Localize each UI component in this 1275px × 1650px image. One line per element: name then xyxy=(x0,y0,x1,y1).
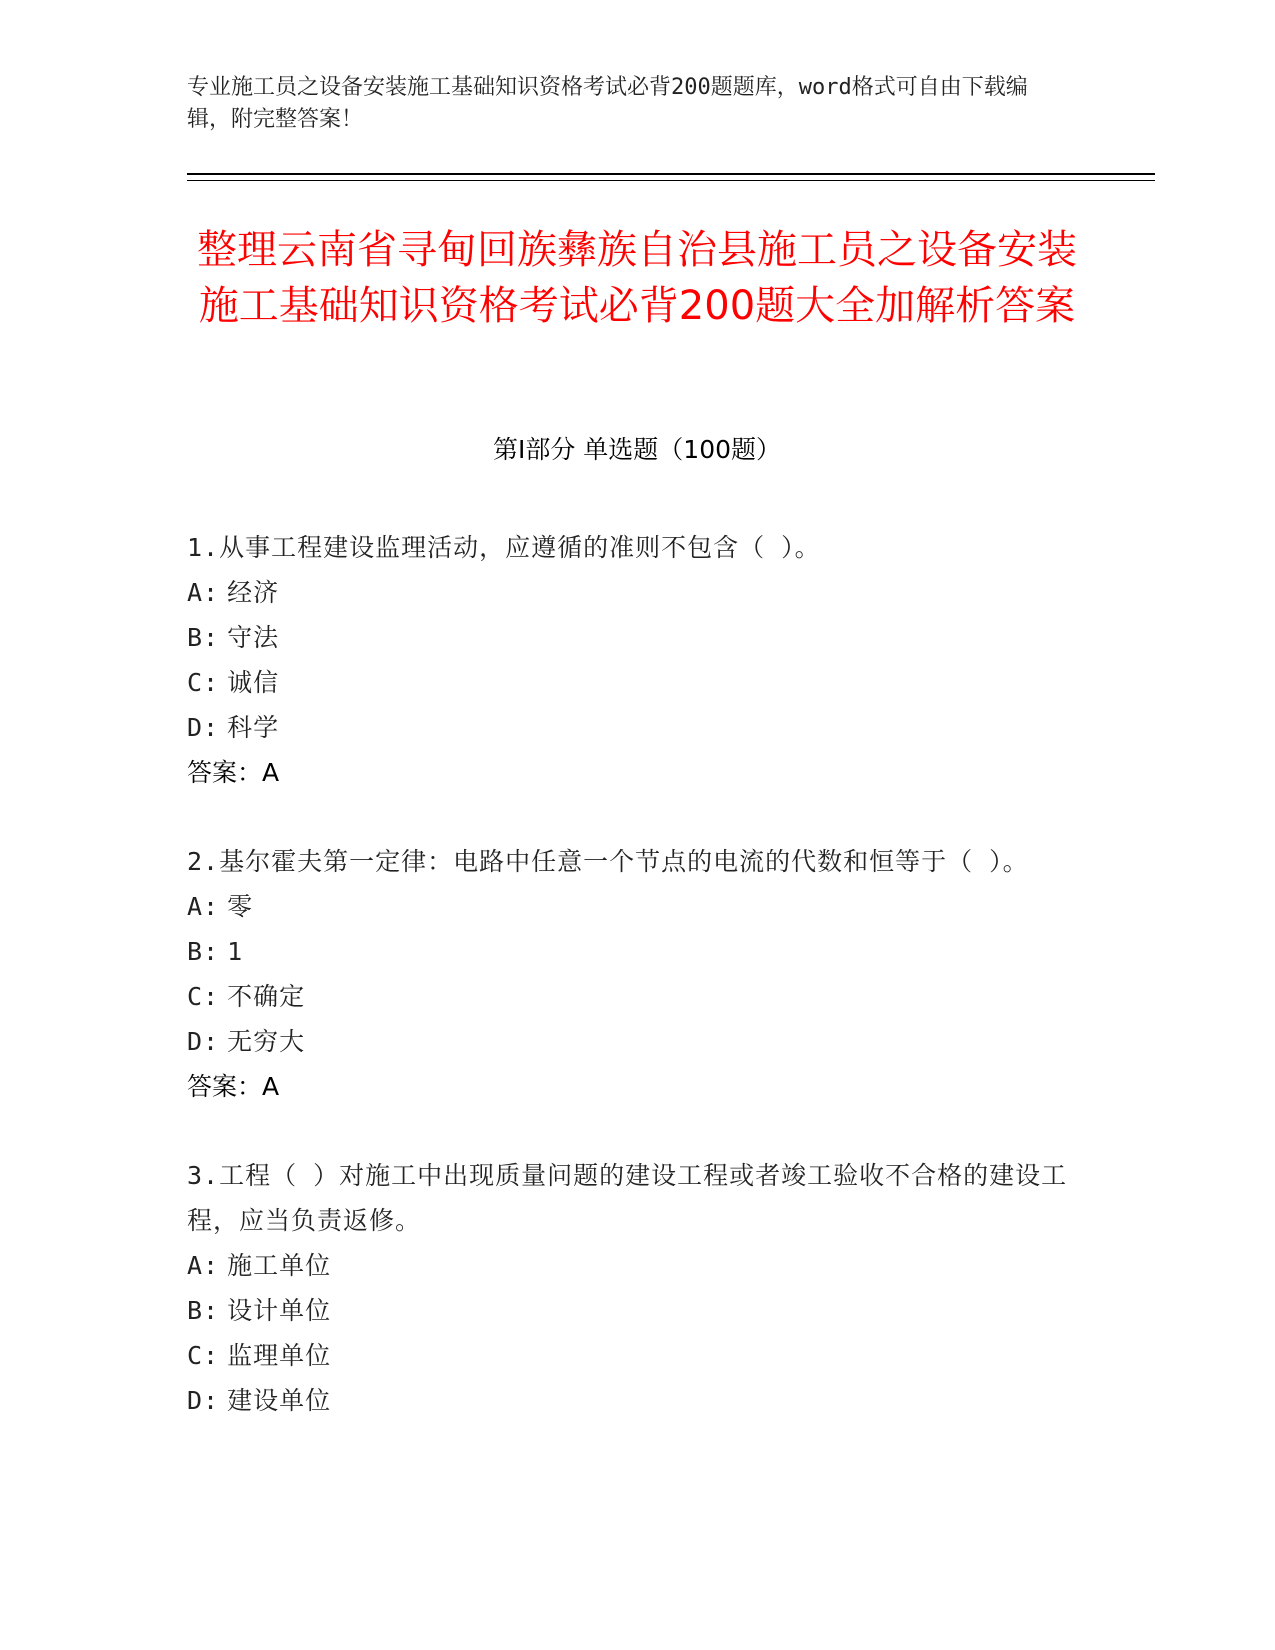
option-text: 零 xyxy=(227,892,254,921)
question-text: 3.工程（ ）对施工中出现质量问题的建设工程或者竣工验收不合格的建设工程，应当负责返修。 xyxy=(187,1161,1068,1235)
question-text: 2.基尔霍夫第一定律：电路中任意一个节点的电流的代数和恒等于（ ）。 xyxy=(187,847,1029,876)
option-b xyxy=(187,1288,1072,1333)
option-text: 1 xyxy=(227,937,244,966)
option-c xyxy=(187,1333,1072,1378)
option-label: B: xyxy=(187,937,220,966)
question-1 xyxy=(187,525,1072,795)
option-label: C: xyxy=(187,1341,220,1370)
option-d xyxy=(187,705,1072,750)
question-list xyxy=(187,525,1072,1467)
option-c xyxy=(187,974,1072,1019)
question-3 xyxy=(187,1153,1072,1423)
option-text: 经济 xyxy=(227,578,280,607)
option-label: D: xyxy=(187,1386,220,1415)
answer-line: 答案：A xyxy=(187,758,280,787)
option-label: A: xyxy=(187,892,220,921)
answer-line: 答案：A xyxy=(187,1072,280,1101)
option-b xyxy=(187,929,1072,974)
option-d xyxy=(187,1019,1072,1064)
option-text: 科学 xyxy=(227,713,280,742)
option-label: C: xyxy=(187,982,220,1011)
option-text: 守法 xyxy=(227,623,280,652)
option-label: A: xyxy=(187,1251,220,1280)
question-text: 1.从事工程建设监理活动，应遵循的准则不包含（ ）。 xyxy=(187,533,821,562)
document-title: 整理云南省寻甸回族彝族自治县施工员之设备安装施工基础知识资格考试必背200题大全加解析答案 xyxy=(197,227,1077,329)
option-label: A: xyxy=(187,578,220,607)
option-text: 监理单位 xyxy=(227,1341,332,1370)
option-text: 诚信 xyxy=(227,668,280,697)
option-c xyxy=(187,660,1072,705)
header-rule-thick xyxy=(187,173,1155,175)
option-a xyxy=(187,570,1072,615)
option-label: D: xyxy=(187,1027,220,1056)
option-a xyxy=(187,884,1072,929)
option-label: D: xyxy=(187,713,220,742)
option-text: 建设单位 xyxy=(227,1386,332,1415)
option-label: C: xyxy=(187,668,220,697)
header-rule-thin xyxy=(187,180,1155,181)
option-b xyxy=(187,615,1072,660)
option-text: 设计单位 xyxy=(227,1296,332,1325)
option-d xyxy=(187,1378,1072,1423)
header-note: 专业施工员之设备安装施工基础知识资格考试必背200题题库，word格式可自由下载编辑，附完整答案！ xyxy=(187,75,1028,132)
option-a xyxy=(187,1243,1072,1288)
option-label: B: xyxy=(187,1296,220,1325)
option-text: 施工单位 xyxy=(227,1251,332,1280)
option-text: 不确定 xyxy=(227,982,306,1011)
option-text: 无穷大 xyxy=(227,1027,306,1056)
section-heading: 第I部分 单选题（100题） xyxy=(492,435,782,464)
question-2 xyxy=(187,839,1072,1109)
option-label: B: xyxy=(187,623,220,652)
